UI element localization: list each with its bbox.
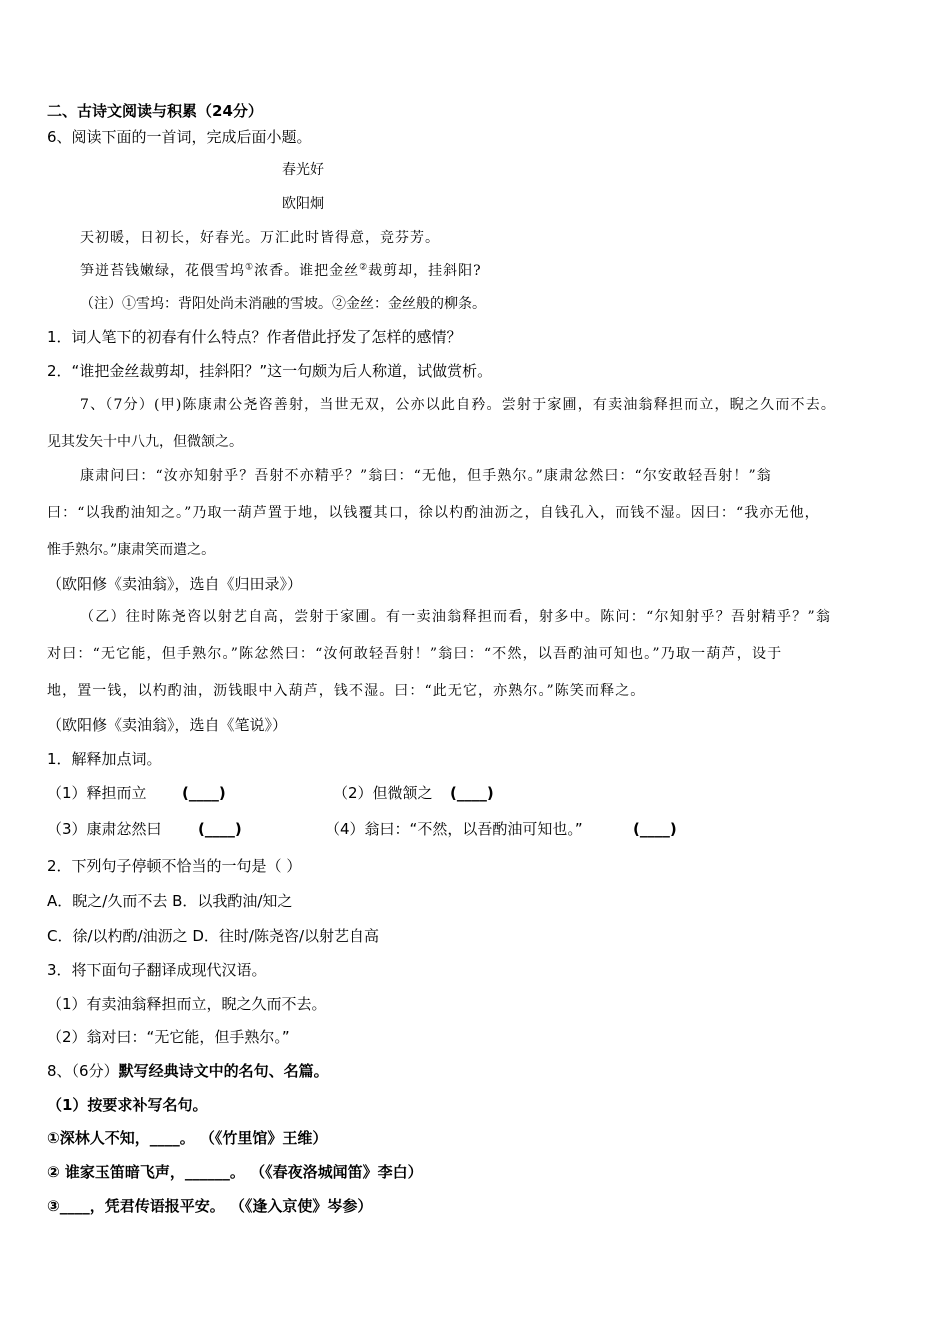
- q8-line2: ② 谁家玉笛暗飞声，______。 （《春夜洛城闻笛》李白）: [47, 1163, 423, 1181]
- q8-part1: （1）按要求补写名句。: [47, 1096, 208, 1114]
- q6-sub2: 2．“谁把金丝裁剪却，挂斜阳？”这一句颇为后人称道，试做赏析。: [47, 362, 493, 380]
- poem-line-1: 天初暖，日初长，好春光。万汇此时皆得意，竞芬芳。: [80, 230, 440, 246]
- q7-trans1: （1）有卖油翁释担而立，睨之久而不去。: [47, 995, 327, 1013]
- q7-options-ab: A．睨之/久而不去 B．以我酌油/知之: [47, 892, 293, 910]
- q7-jia-p2-l2: 曰：“以我酌油知之。”乃取一葫芦置于地，以钱覆其口，徐以杓酌油沥之，自钱孔入，而钱不湿。因曰：“我亦无他，: [47, 505, 820, 521]
- q7-sub3: 3．将下面句子翻译成现代汉语。: [47, 961, 267, 979]
- q7-jia-p2-l3: 惟手熟尔。”康肃笑而遣之。: [47, 542, 216, 558]
- note-mark-1: ①: [245, 262, 255, 273]
- q7-jia-source: （欧阳修《卖油翁》，选自《归田录》）: [47, 575, 303, 593]
- poem-note: （注）①雪坞：背阳处尚未消融的雪坡。②金丝：金丝般的柳条。: [80, 296, 486, 312]
- q7-item3: （3）康肃忿然曰: [47, 820, 162, 838]
- q7-sub2: 2．下列句子停顿不恰当的一句是（ ）: [47, 857, 302, 875]
- q7-yi-l2: 对曰：“无它能，但手熟尔。”陈忿然曰：“汝何敢轻吾射！”翁曰：“不然，以吾酌油可知也。”乃取一葫芦，设于: [47, 646, 783, 662]
- note-mark-2: ②: [359, 262, 369, 273]
- q7-item2: （2）但微颔之: [333, 784, 433, 802]
- q7-blank2[interactable]: (____): [450, 784, 494, 802]
- q8-heading: 8、（6分）默写经典诗文中的名句、名篇。: [47, 1062, 329, 1080]
- q7-sub1: 1．解释加点词。: [47, 750, 162, 768]
- poem-line-2: 笋迸苔钱嫩绿，花偎雪坞①浓香。谁把金丝②裁剪却，挂斜阳?: [80, 262, 482, 279]
- q7-yi-l3: 地，置一钱，以杓酌油，沥钱眼中入葫芦，钱不湿。曰：“此无它，亦熟尔。”陈笑而释之。: [47, 683, 646, 699]
- q7-blank3[interactable]: (____): [198, 820, 242, 838]
- q6-intro: 6、阅读下面的一首词，完成后面小题。: [47, 128, 312, 146]
- q7-blank1[interactable]: (____): [182, 784, 226, 802]
- q7-trans2: （2）翁对曰：“无它能，但手熟尔。”: [47, 1028, 290, 1046]
- q7-jia-p1-l2: 见其发矢十中八九，但微颔之。: [47, 434, 243, 450]
- q8-line3: ③____，凭君传语报平安。 （《逢入京使》岑参）: [47, 1197, 373, 1215]
- q7-jia-p2-l1: 康肃问曰：“汝亦知射乎？吾射不亦精乎？”翁曰：“无他，但手熟尔。”康肃忿然曰：“尔安敢轻吾射！”翁: [80, 468, 772, 484]
- q7-options-cd: C．徐/以杓酌/油沥之 D．往时/陈尧咨/以射艺自高: [47, 927, 380, 945]
- poem-author: 欧阳炯: [282, 196, 324, 212]
- q8-line1: ①深林人不知，____。 （《竹里馆》王维）: [47, 1129, 328, 1147]
- q7-yi-source: （欧阳修《卖油翁》，选自《笔说》）: [47, 716, 288, 734]
- q6-sub1: 1．词人笔下的初春有什么特点？作者借此抒发了怎样的感情？: [47, 328, 462, 346]
- q7-item4: （4）翁曰：“不然，以吾酌油可知也。”: [325, 820, 583, 838]
- poem-title: 春光好: [282, 162, 324, 178]
- q7-jia-p1-l1: 7、（7分）(甲)陈康肃公尧咨善射，当世无双，公亦以此自矜。尝射于家圃，有卖油翁释担而立，睨之久而不去。: [80, 397, 837, 413]
- section-heading: 二、古诗文阅读与积累（24分）: [47, 102, 263, 120]
- q7-blank4[interactable]: (____): [633, 820, 677, 838]
- q7-yi-l1: （乙）往时陈尧咨以射艺自高，尝射于家圃。有一卖油翁释担而看，射多中。陈问：“尔知射乎？吾射精乎？”翁: [80, 609, 832, 625]
- q7-item1: （1）释担而立: [47, 784, 147, 802]
